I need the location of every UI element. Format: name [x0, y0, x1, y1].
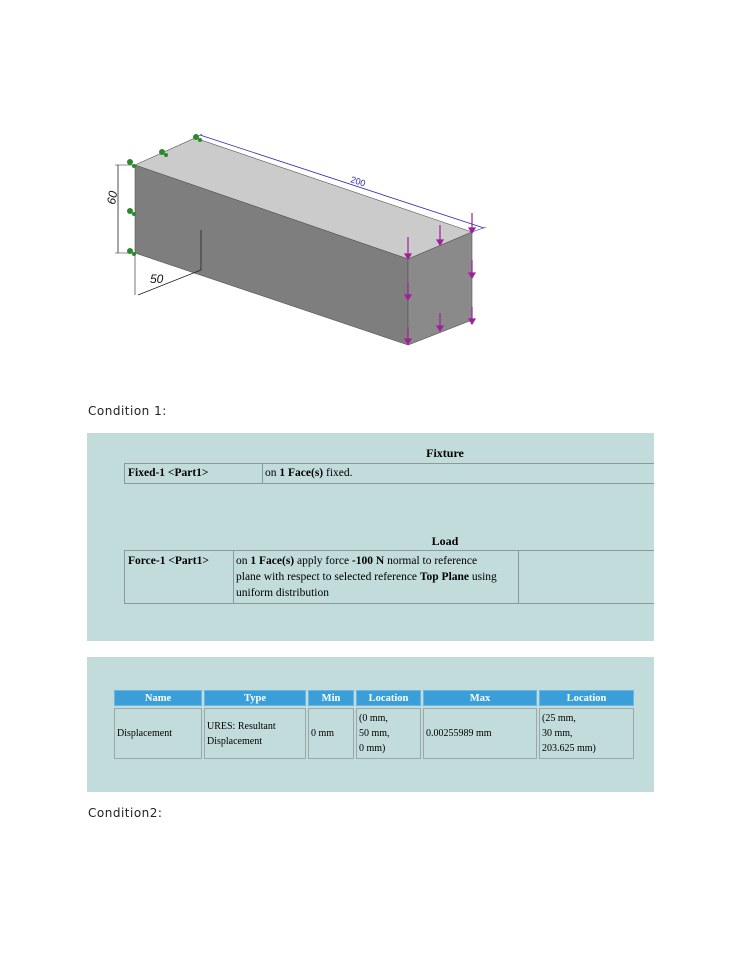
- dimension-width-label: 50: [150, 272, 164, 286]
- cell-max: 0.00255989 mm: [423, 708, 537, 759]
- dimension-height-label: 60: [104, 189, 121, 206]
- header-min: Min: [308, 690, 354, 706]
- header-max: Max: [423, 690, 537, 706]
- cell-type: URES: Resultant Displacement: [204, 708, 306, 759]
- results-header-row: [114, 690, 634, 706]
- fixture-name: Fixed-1 <Part1>: [128, 467, 209, 479]
- model-figure: [100, 125, 500, 360]
- fixture-description: on 1 Face(s) fixed.: [265, 467, 353, 479]
- header-max-location: Location: [539, 690, 634, 706]
- cell-name: Displacement: [114, 708, 202, 759]
- condition-1-label: Condition 1:: [88, 404, 167, 418]
- load-name: Force-1 <Part1>: [128, 555, 209, 567]
- cell-min: 0 mm: [308, 708, 354, 759]
- fixture-header: Fixture: [426, 446, 464, 460]
- header-min-location: Location: [356, 690, 421, 706]
- table-row: [114, 708, 634, 759]
- dimension-length-label: 200: [349, 174, 367, 189]
- header-type: Type: [204, 690, 306, 706]
- header-name: Name: [114, 690, 202, 706]
- cell-min-location: (0 mm, 50 mm, 0 mm): [356, 708, 421, 759]
- condition-2-label: Condition2:: [88, 806, 163, 820]
- load-description: on 1 Face(s) apply force -100 N normal to reference plane with respect to selected reference Top Plane using uniform distribution: [236, 555, 497, 599]
- results-table: [112, 688, 636, 761]
- load-header: Load: [431, 534, 459, 548]
- cell-max-location: (25 mm, 30 mm, 203.625 mm): [539, 708, 634, 759]
